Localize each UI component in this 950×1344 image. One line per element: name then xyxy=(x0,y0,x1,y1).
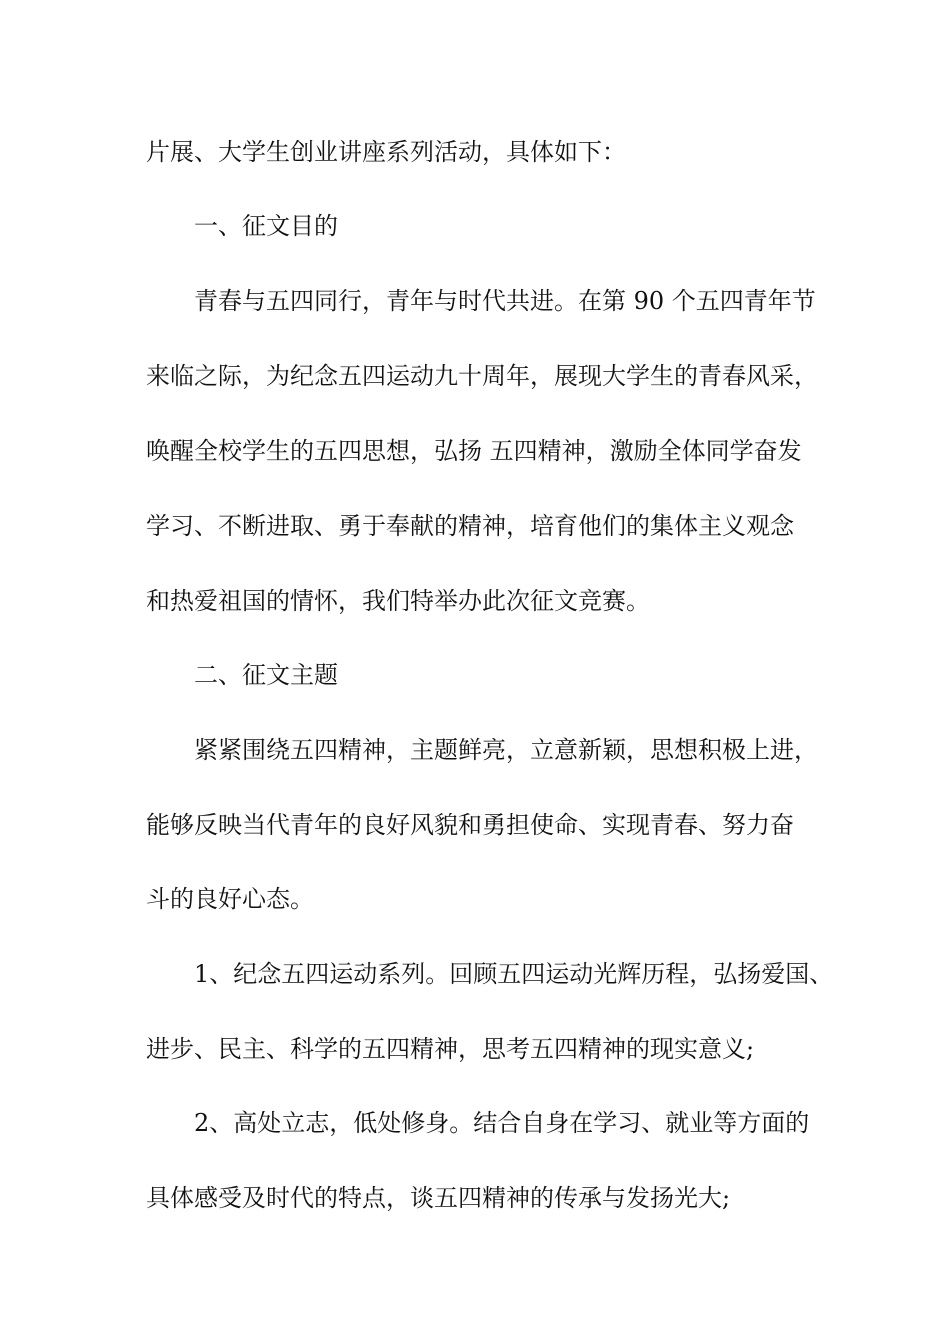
paragraph-purpose-line-4: 学习、不断进取、勇于奉献的精神，培育他们的集体主义观念 xyxy=(146,512,794,540)
paragraph-purpose-line-5: 和热爱祖国的情怀，我们特举办此次征文竞赛。 xyxy=(146,587,650,615)
section-heading-purpose: 一、征文目的 xyxy=(194,212,338,240)
list-item-2-line-1: 2、高处立志，低处修身。结合自身在学习、就业等方面的 xyxy=(194,1109,810,1137)
paragraph-theme-line-2: 能够反映当代青年的良好风貌和勇担使命、实现青春、努力奋 xyxy=(146,811,794,839)
list-item-1-line-1: 1、纪念五四运动系列。回顾五四运动光辉历程，弘扬爱国、 xyxy=(194,960,834,988)
paragraph-theme-line-3: 斗的良好心态。 xyxy=(146,885,314,913)
paragraph-purpose-line-1: 青春与五四同行，青年与时代共进。在第 90 个五四青年节 xyxy=(194,287,816,315)
paragraph-purpose-line-2: 来临之际，为纪念五四运动九十周年，展现大学生的青春风采， xyxy=(146,362,818,390)
list-item-2-line-2: 具体感受及时代的特点，谈五四精神的传承与发扬光大; xyxy=(146,1184,731,1212)
paragraph-purpose-line-3: 唤醒全校学生的五四思想，弘扬 五四精神，激励全体同学奋发 xyxy=(146,437,802,465)
paragraph-theme-line-1: 紧紧围绕五四精神，主题鲜亮，立意新颖，思想积极上进， xyxy=(194,736,818,764)
list-item-1-line-2: 进步、民主、科学的五四精神，思考五四精神的现实意义; xyxy=(146,1035,755,1063)
section-heading-theme: 二、征文主题 xyxy=(194,661,338,689)
text-line-continuation: 片展、大学生创业讲座系列活动，具体如下： xyxy=(146,138,626,166)
